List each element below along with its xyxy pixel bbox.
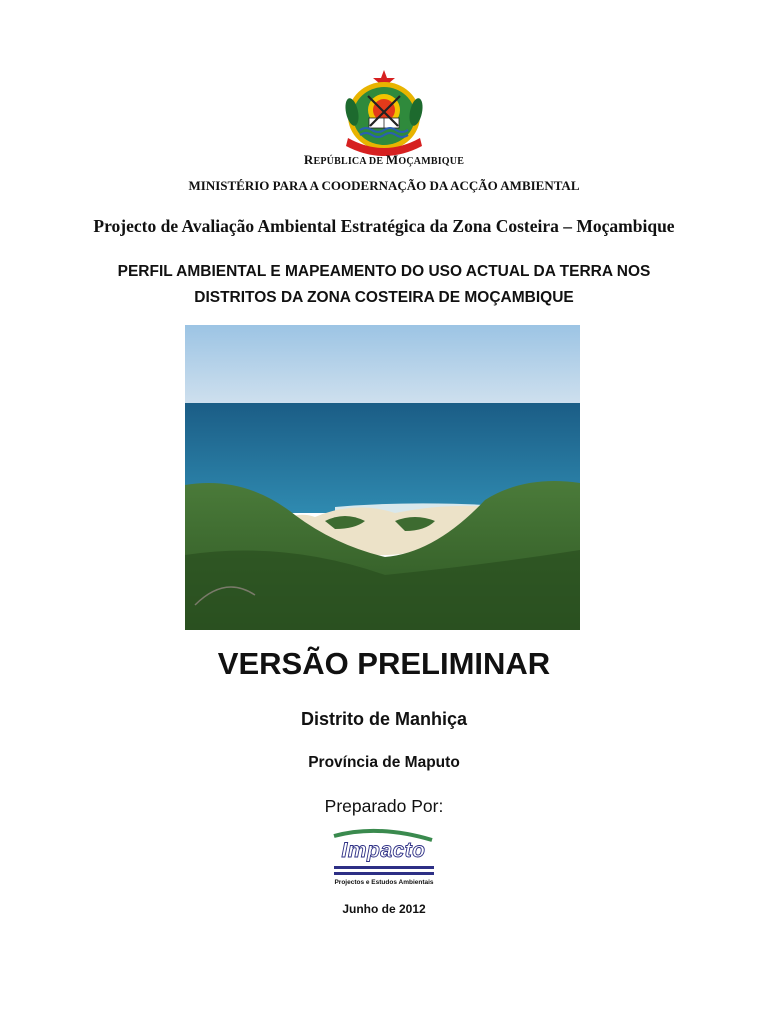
publication-date: Junho de 2012 <box>342 902 426 916</box>
cover-photo <box>185 325 580 630</box>
republic-heading: REPÚBLICA DE MOÇAMBIQUE <box>303 152 465 167</box>
ministry-heading: MINISTÉRIO PARA A COODERNAÇÃO DA ACÇÃO AMBIENTAL <box>188 178 580 193</box>
profile-title-line1: PERFIL AMBIENTAL E MAPEAMENTO DO USO ACTUAL DA TERRA NOS <box>117 263 651 280</box>
profile-title-line2: DISTRITOS DA ZONA COSTEIRA DE MOÇAMBIQUE <box>194 289 574 306</box>
company-name: Impacto <box>341 839 426 862</box>
company-tagline: Projectos e Estudos Ambientais <box>334 879 434 886</box>
province-name: Província de Maputo <box>308 754 460 771</box>
district-name: Distrito de Manhiça <box>300 709 468 729</box>
mozambique-emblem-icon <box>338 68 430 156</box>
prepared-by-label: Preparado Por: <box>324 796 444 816</box>
project-title: Projecto de Avaliação Ambiental Estratégica da Zona Costeira – Moçambique <box>93 216 675 236</box>
version-title: VERSÃO PRELIMINAR <box>217 646 551 681</box>
profile-title <box>0 259 768 311</box>
